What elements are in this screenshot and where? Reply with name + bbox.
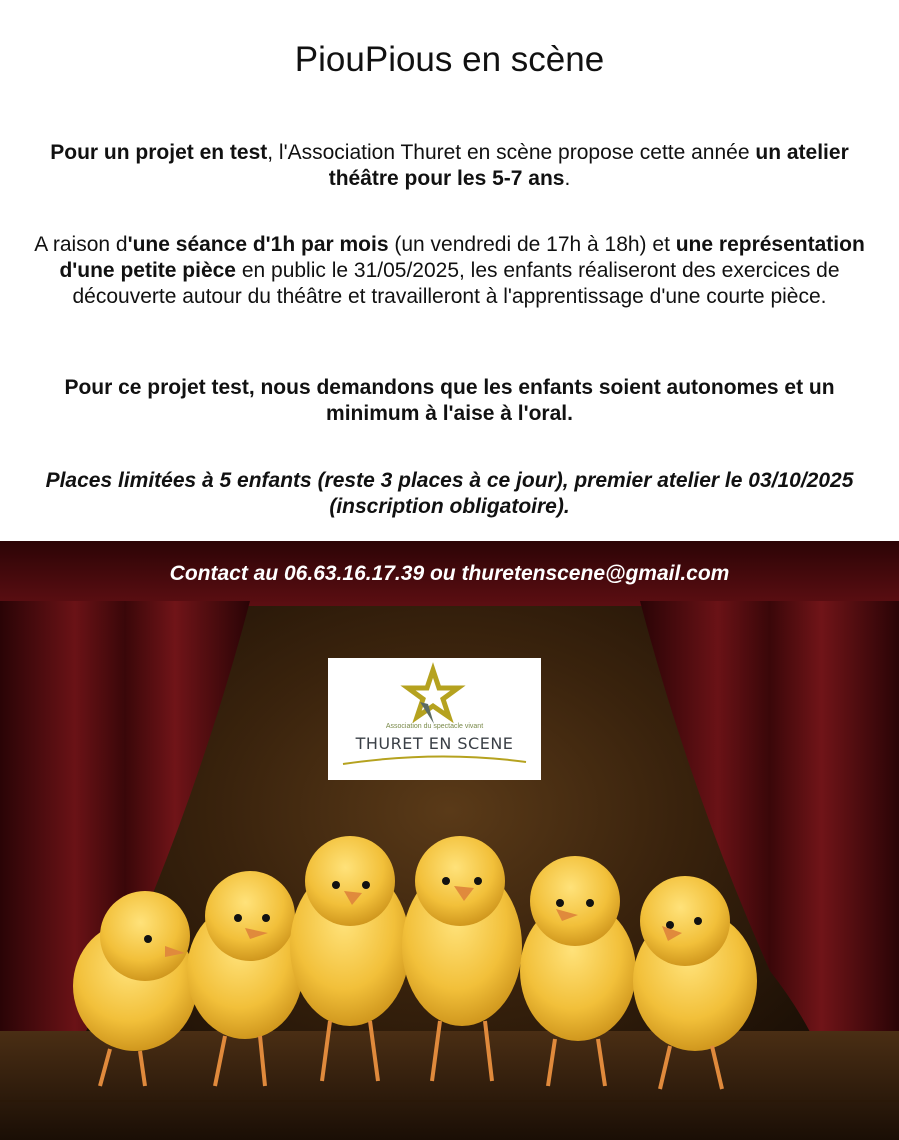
- flyer-text-section: [0, 0, 899, 541]
- logo-star-icon: [328, 658, 541, 780]
- schedule-text-3: en public le 31/05/2025, les enfants réaliseront des exercices de découverte autour du théâtre et travailleront à l'apprentissage d'une courte pièce.: [72, 259, 840, 308]
- schedule-bold-2: une représentation d'une petite pièce: [59, 233, 865, 282]
- intro-text-2: .: [564, 167, 571, 190]
- intro-bold-2: un atelier théâtre pour les 5-7 ans: [328, 141, 849, 190]
- intro-text-1: , l'Association Thuret en scène propose cette année: [267, 141, 756, 164]
- schedule-text-2: (un vendredi de 17h à 18h) et: [388, 233, 676, 256]
- intro-paragraph: [30, 140, 869, 192]
- schedule-bold-1: 'une séance d'1h par mois: [127, 233, 389, 256]
- logo-subtitle: Association du spectacle vivant: [385, 723, 484, 730]
- association-logo: [328, 658, 541, 780]
- contact-line: Contact au 06.63.16.17.39 ou thuretenscene@gmail.com: [169, 562, 730, 585]
- schedule-text-1: A raison d: [34, 233, 128, 256]
- logo-name: THURET EN SCENE: [355, 734, 514, 753]
- schedule-paragraph: [30, 232, 869, 310]
- page-title: PiouPious en scène: [294, 40, 605, 79]
- theater-stage-image: [0, 541, 899, 1140]
- intro-bold-1: Pour un projet en test: [50, 141, 268, 164]
- requirements-paragraph: Pour ce projet test, nous demandons que les enfants soient autonomes et un minimum à l'aise à l'oral.: [64, 376, 835, 425]
- places-paragraph: Places limitées à 5 enfants (reste 3 places à ce jour), premier atelier le 03/10/2025 (inscription obligatoire).: [45, 469, 854, 518]
- stage-illustration: [0, 541, 899, 1140]
